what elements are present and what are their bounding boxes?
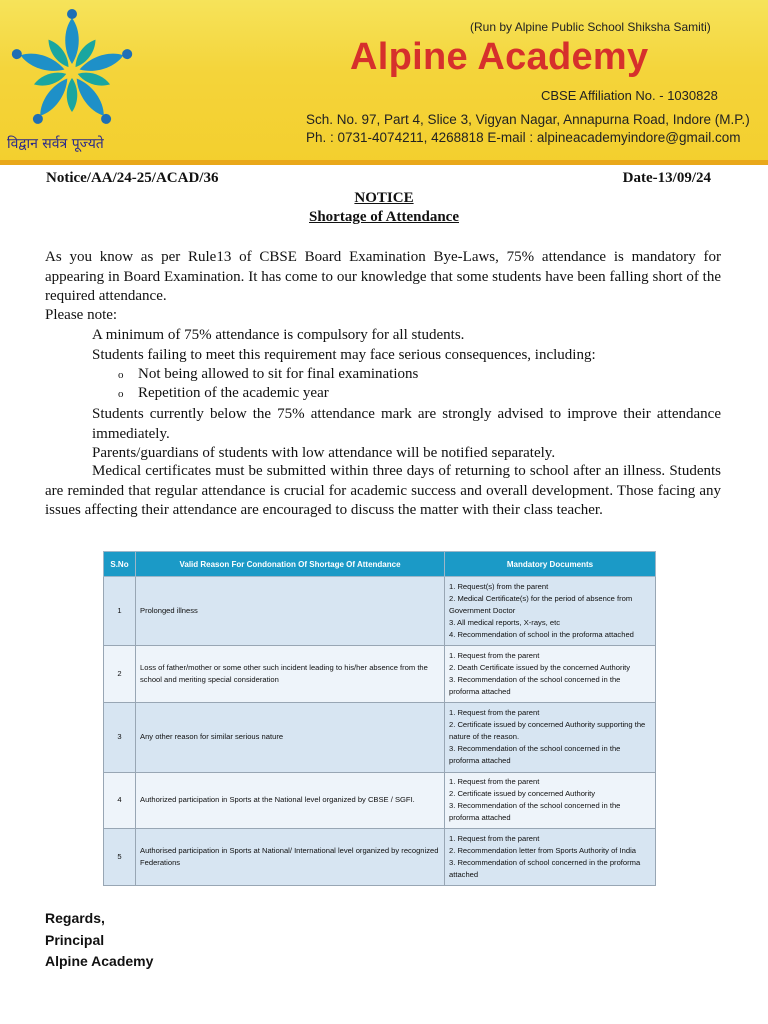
table-row (104, 703, 656, 772)
row-reason: Prolonged illness (136, 577, 445, 646)
intro-paragraph: As you know as per Rule13 of CBSE Board Examination Bye-Laws, 75% attendance is mandatory for appearing in Board Examination. It has come to our knowledge that some students have been falling short of the required attendance. (45, 249, 721, 304)
row-documents (445, 577, 656, 646)
document-item: 2. Death Certificate issued by the concerned Authority (449, 663, 631, 673)
row-sno: 2 (104, 646, 136, 703)
row-reason: Authorised participation in Sports at National/ International level organized by recognized Federations (136, 829, 445, 886)
document-item: 2. Recommendation letter from Sports Authority of India (449, 846, 636, 856)
banner-border (0, 160, 768, 165)
document-item: 1. Request from the parent (449, 708, 540, 718)
document-item: 1. Request(s) from the parent (449, 582, 549, 592)
document-item: 3. Recommendation of the school concerned in the proforma attached (449, 801, 621, 823)
document-item: 3. Recommendation of the school concerned in the proforma attached (449, 744, 621, 766)
school-name: Alpine Academy (350, 36, 649, 78)
bullet-icon: o (118, 369, 124, 381)
document-item: 3. Recommendation of school concerned in the proforma attached (449, 858, 641, 880)
row-sno: 3 (104, 703, 136, 772)
signoff-school: Alpine Academy (45, 953, 154, 969)
school-motto: विद्वान सर्वत्र पूज्यते (7, 136, 104, 152)
table-row (104, 772, 656, 829)
document-item: 2. Medical Certificate(s) for the period of absence from Government Doctor (449, 594, 633, 616)
header-reason: Valid Reason For Condonation Of Shortage Of Attendance (136, 552, 445, 577)
row-sno: 4 (104, 772, 136, 829)
row-reason: Authorized participation in Sports at the National level organized by CBSE / SGFI. (136, 772, 445, 829)
notice-date: Date-13/09/24 (622, 170, 711, 186)
please-note-label: Please note: (45, 307, 118, 323)
signoff-designation: Principal (45, 932, 105, 948)
condonation-table (103, 551, 656, 886)
document-item: 4. Recommendation of school in the proforma attached (449, 630, 634, 640)
consequence-item (118, 385, 329, 402)
row-sno: 1 (104, 577, 136, 646)
row-documents (445, 646, 656, 703)
document-item: 1. Request from the parent (449, 834, 540, 844)
header-sno: S.No (104, 552, 136, 577)
school-logo-icon (8, 8, 136, 134)
document-item: 1. Request from the parent (449, 651, 540, 661)
point-consequences: Students failing to meet this requirement may face serious consequences, including: (92, 347, 596, 363)
document-item: 1. Request from the parent (449, 777, 540, 787)
signoff-regards: Regards, (45, 910, 105, 926)
closing-paragraph: Medical certificates must be submitted within three days of returning to school after an illness. Students are reminded that regular attendance is crucial for academic success and overall development. Those facing any issues affecting their attendance are encouraged to discuss the matter with their class teacher. (45, 463, 721, 518)
document-item: 2. Certificate issued by concerned Authority (449, 789, 596, 799)
header-documents: Mandatory Documents (445, 552, 656, 577)
consequence-text: Not being allowed to sit for final examinations (138, 366, 419, 382)
consequence-text: Repetition of the academic year (138, 385, 329, 401)
school-address: Sch. No. 97, Part 4, Slice 3, Vigyan Nagar, Annapurna Road, Indore (M.P.) (306, 112, 750, 127)
row-documents (445, 772, 656, 829)
row-reason: Loss of father/mother or some other such incident leading to his/her absence from the school and meriting special consideration (136, 646, 445, 703)
table-row (104, 577, 656, 646)
table-header-row (104, 552, 656, 577)
row-documents (445, 829, 656, 886)
notice-subject: Shortage of Attendance (309, 209, 459, 225)
bullet-icon: o (118, 388, 124, 400)
document-item: 3. All medical reports, X-rays, etc (449, 618, 560, 628)
document-item: 3. Recommendation of the school concerned in the proforma attached (449, 675, 621, 697)
row-sno: 5 (104, 829, 136, 886)
row-documents (445, 703, 656, 772)
consequence-item (118, 366, 418, 383)
row-reason: Any other reason for similar serious nature (136, 703, 445, 772)
managing-society: (Run by Alpine Public School Shiksha Samiti) (470, 20, 711, 34)
affiliation-number: CBSE Affiliation No. - 1030828 (541, 88, 718, 103)
table-row (104, 829, 656, 886)
notice-title: NOTICE (354, 190, 414, 206)
point-minimum-attendance: A minimum of 75% attendance is compulsory for all students. (92, 327, 465, 343)
point-parents: Parents/guardians of students with low attendance will be notified separately. (92, 445, 556, 461)
school-contact: Ph. : 0731-4074211, 4268818 E-mail : alpineacademyindore@gmail.com (306, 130, 741, 145)
table-row (104, 646, 656, 703)
document-item: 2. Certificate issued by concerned Authority supporting the nature of the reason. (449, 720, 646, 742)
point-advice: Students currently below the 75% attendance mark are strongly advised to improve their attendance immediately. (92, 406, 721, 442)
notice-reference: Notice/AA/24-25/ACAD/36 (46, 170, 219, 186)
